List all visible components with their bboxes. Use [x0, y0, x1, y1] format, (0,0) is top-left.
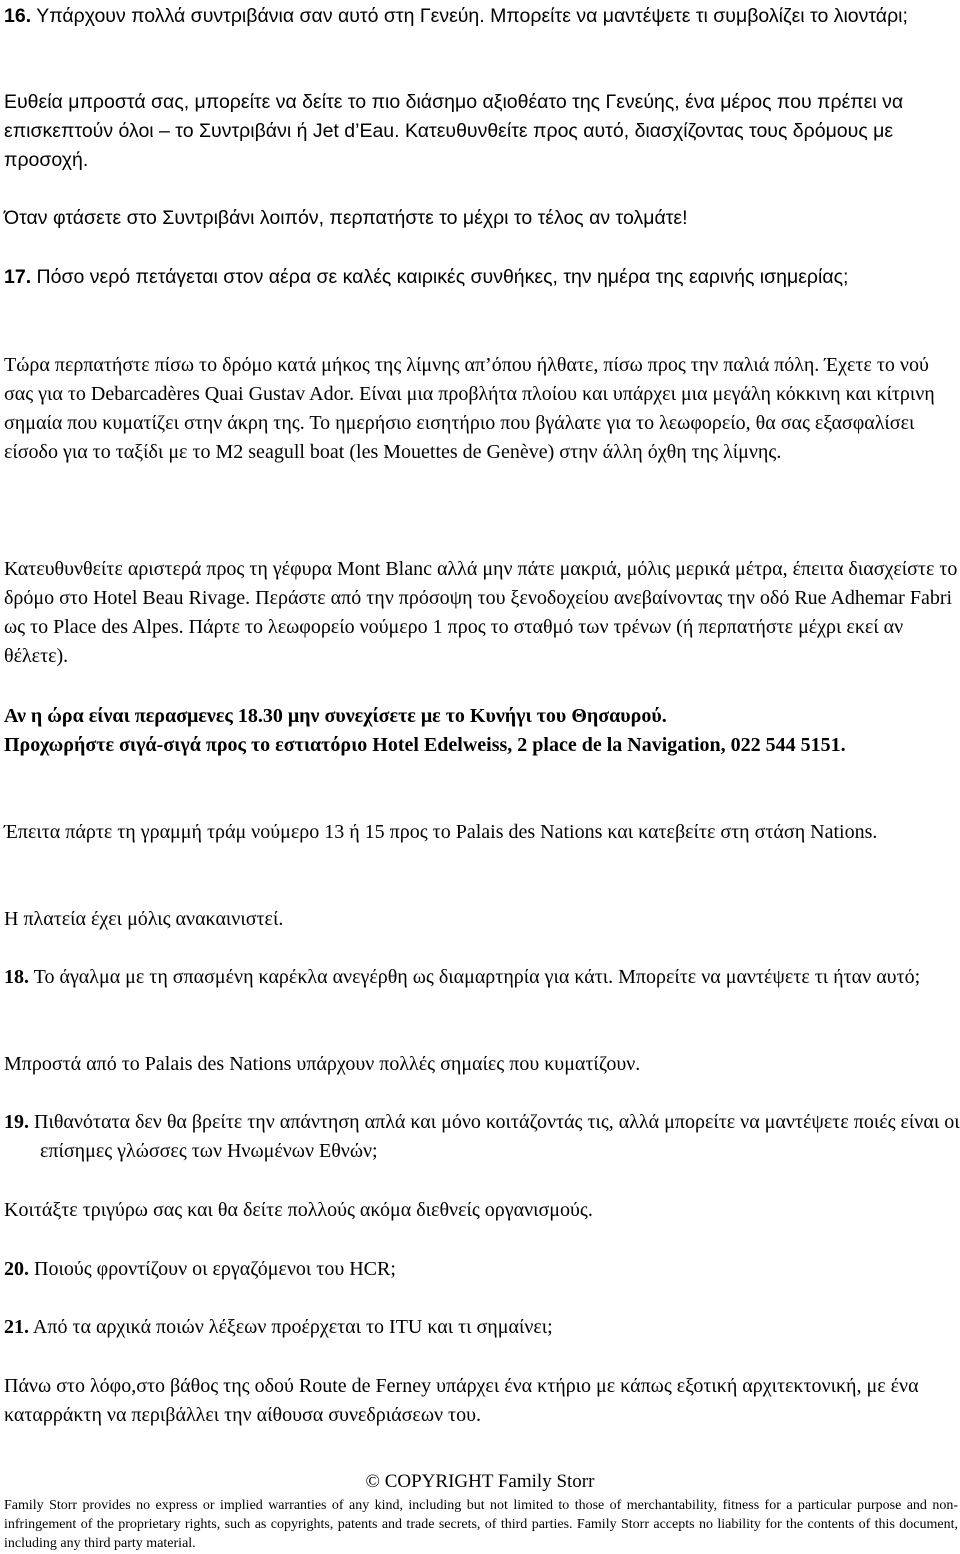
question-number: 16. — [4, 5, 32, 27]
paragraph: Μπροστά από το Palais des Nations υπάρχουν πολλές σημαίες που κυματίζουν. — [4, 1053, 641, 1075]
paragraph — [4, 88, 958, 175]
paragraph: Κατευθυνθείτε αριστερά προς τη γέφυρα Mont Blanc αλλά μην πάτε μακριά, μόλις μερικά μέτρα, έπειτα διασχείστε το δρόμο στο Hotel Beau Rivage. Περάστε από την πρόσοψη του ξενοδοχείου ανεβαίνοντας την οδό Rue Adhemar Fabri ως το Place des Alpes. Πάρτε το λεωφορείο νούμερο 1 προς το σταθμό των τρένων (ή περπατήστε μέχρι εκεί αν θέλετε). — [4, 558, 958, 667]
question-19 — [4, 1108, 960, 1166]
paragraph: Έπειτα πάρτε τη γραμμή τράμ νούμερο 13 ή 15 προς το Palais des Nations και κατεβείτε στη στάση Nations. — [4, 821, 878, 843]
paragraph: Κοιτάξτε τριγύρω σας και θα δείτε πολλούς ακόμα διεθνείς οργανισμούς. — [4, 1199, 593, 1221]
bold-notice-line: Προχωρήστε σιγά-σιγά προς το εστιατόριο Hotel Edelweiss, 2 place de la Navigation, 022 544 5151. — [4, 734, 846, 756]
question-number: 21. — [4, 1316, 29, 1338]
bold-notice — [4, 702, 958, 731]
question-number: 19. — [4, 1111, 29, 1133]
question-21 — [4, 1313, 958, 1342]
disclaimer: Family Storr provides no express or implied warranties of any kind, including but not limited to those of merchantability, fitness for a particular purpose and non-infringement of the proprietary rights, such as copyrights, patents and trade secrets, of third parties. Family Storr accepts no liability for the contents of this document, including any third party material. — [4, 1498, 958, 1551]
paragraph-text: διασχίζοντας τους δρόμους με προσοχή. — [4, 120, 894, 171]
question-18 — [4, 963, 960, 992]
paragraph: Η πλατεία έχει μόλις ανακαινιστεί. — [4, 908, 284, 930]
question-20 — [4, 1255, 958, 1284]
paragraph-text: Ευθεία μπροστά σας, μπορείτε να δείτε το πιο διάσημο αξιοθέατο της Γενεύης, ένα μέρος που πρέπει να επισκεπτούν όλοι – το Συντριβάνι ή Jet d’Eau. Κατευθυνθείτε προς αυτό, — [4, 91, 904, 142]
question-17 — [4, 263, 960, 292]
paragraph: Πάνω στο λόφο,στο βάθος της οδού Route de Ferney υπάρχει ένα κτήριο με κάπως εξοτική αρχιτεκτονική, με ένα καταρράκτη να περιβάλλει την αίθουσα συνεδριάσεων του. — [4, 1375, 919, 1426]
paragraph: Όταν φτάσετε στο Συντριβάνι λοιπόν, περπατήστε το μέχρι το τέλος αν τολμάτε! — [4, 207, 688, 229]
paragraph: Τώρα περπατήστε πίσω το δρόμο κατά μήκος της λίμνης απ’όπου ήλθατε, πίσω προς την παλιά πόλη. Έχετε το νού σας για το Debarcadères Quai Gustav Ador. Είναι μια προβλήτα πλοίου και υπάρχει μια μεγάλη κόκκινη και κίτρινη σημαία που κυματίζει στην άκρη της. Το ημερήσιο εισητήριο που βγάλατε για το λεωφορείο, θα σας εξασφαλίσει είσοδο για το ταξίδι με το M2 seagull boat (les Mouettes de Genève) στην άλλη όχθη της λίμνης. — [4, 354, 935, 463]
question-number: 18. — [4, 966, 29, 988]
bold-notice-line: Αν η ώρα είναι περασμενες 18.30 μην συνεχίσετε με το Κυνήγι του Θησαυρού. — [4, 705, 667, 727]
question-text: Το άγαλμα με τη σπασμένη καρέκλα ανεγέρθη ως διαμαρτηρία για κάτι. Μπορείτε να μαντέψετε τι ήταν αυτό; — [33, 966, 921, 988]
question-text: Πόσο νερό πετάγεται στον αέρα σε καλές καιρικές συνθήκες, την ημέρα της εαρινής ισημερίας; — [36, 266, 849, 288]
question-number: 20. — [4, 1258, 29, 1280]
question-16 — [4, 2, 960, 31]
question-text: Υπάρχουν πολλά συντριβάνια σαν αυτό στη Γενεύη. Μπορείτε να μαντέψετε τι συμβολίζει το λιοντάρι; — [36, 5, 908, 27]
question-text: Ποιούς φροντίζουν οι εργαζόμενοι του HCR; — [34, 1258, 396, 1280]
question-number: 17. — [4, 266, 32, 288]
copyright-notice: © COPYRIGHT Family Storr — [365, 1471, 595, 1492]
bold-notice — [4, 731, 958, 760]
question-text: Από τα αρχικά ποιών λέξεων προέρχεται το ITU και τι σημαίνει; — [32, 1316, 553, 1338]
question-text: Πιθανότατα δεν θα βρείτε την απάντηση απλά και μόνο κοιτάζοντάς τις, αλλά μπορείτε να μαντέψετε ποιές είναι οι επίσημες γλώσσες των Ηνωμένων Εθνών; — [34, 1111, 960, 1162]
